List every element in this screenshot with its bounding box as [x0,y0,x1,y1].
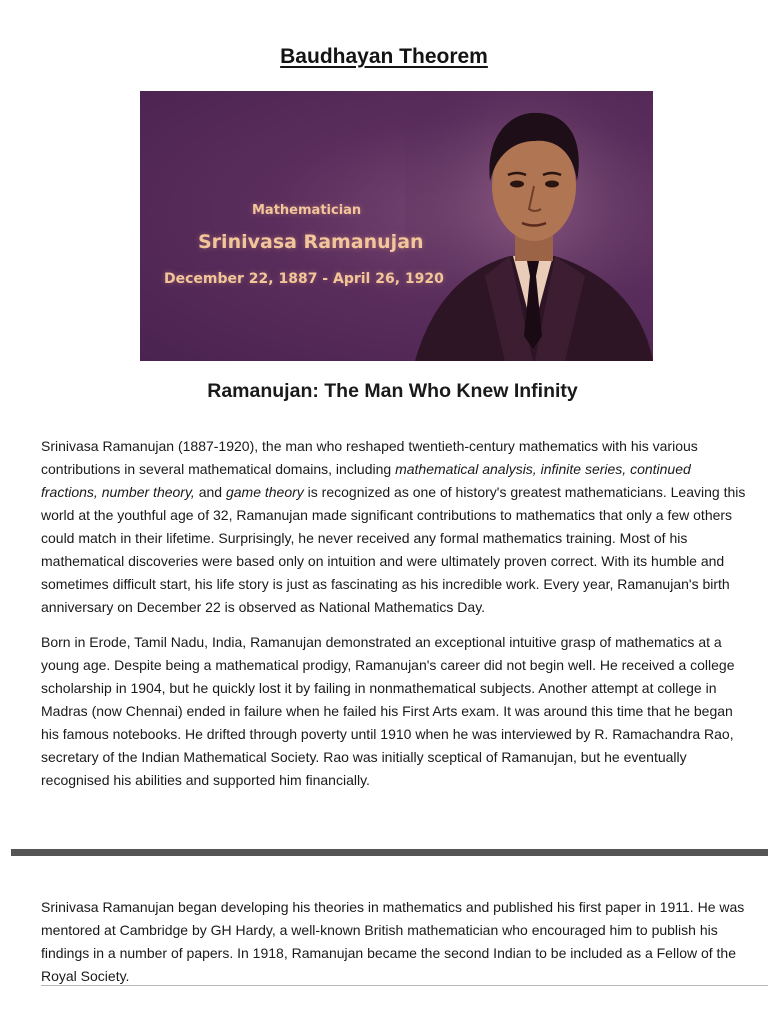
article-subtitle: Ramanujan: The Man Who Knew Infinity [207,380,578,402]
page-divider [11,849,768,856]
paragraph-intro-italic-domains: mathematical analysis, infinite series, continued fractions, number theory, [41,461,691,500]
paragraph-intro [41,435,746,619]
banner-dates: December 22, 1887 - April 26, 1920 [164,271,444,287]
paragraph-intro-and: and [194,484,226,500]
banner-name: Srinivasa Ramanujan [198,231,424,253]
banner-role: Mathematician [252,203,362,218]
ramanujan-banner-image [140,91,653,361]
paragraph-intro-text: Srinivasa Ramanujan (1887-1920), the man who reshaped twentieth-century mathematics with his various contributions in several mathematical domains, including [41,438,698,477]
paragraph-early-life: Born in Erode, Tamil Nadu, India, Ramanujan demonstrated an exceptional intuitive grasp of mathematics at a young age. Despite being a mathematical prodigy, Ramanujan's career did not begin well. He received a college scholarship in 1904, but he quickly lost it by failing in nonmathematical subjects. Another attempt at college in Madras (now Chennai) ended in failure when he failed his First Arts exam. It was around this time that he began his famous notebooks. He drifted through poverty until 1910 when he was interviewed by R. Ramachandra Rao, secretary of the Indian Mathematical Society. Rao was initially sceptical of Ramanujan, but he eventually recognised his abilities and supported him financially. [41,634,735,788]
bottom-rule [41,985,768,986]
page-title: Baudhayan Theorem [280,45,488,68]
paragraph-intro-rest: is recognized as one of history's greatest mathematicians. Leaving this world at the youthful age of 32, Ramanujan made significant contributions to mathematics that only a few others could match in their lifetime. Surprisingly, he never received any formal mathematics training. Most of his mathematical discoveries were based only on intuition and were ultimately proven correct. With its humble and sometimes difficult start, his life story is just as fascinating as his incredible work. Every year, Ramanujan's birth anniversary on December 22 is observed as National Mathematics Day. [41,484,746,615]
paragraph-intro-italic-game-theory: game theory [225,484,304,500]
portrait-illustration [405,91,653,361]
paragraph-career: Srinivasa Ramanujan began developing his theories in mathematics and published his first paper in 1911. He was mentored at Cambridge by GH Hardy, a well-known British mathematician who encouraged him to publish his findings in a number of papers. In 1918, Ramanujan became the second Indian to be included as a Fellow of the Royal Society. [41,899,745,984]
